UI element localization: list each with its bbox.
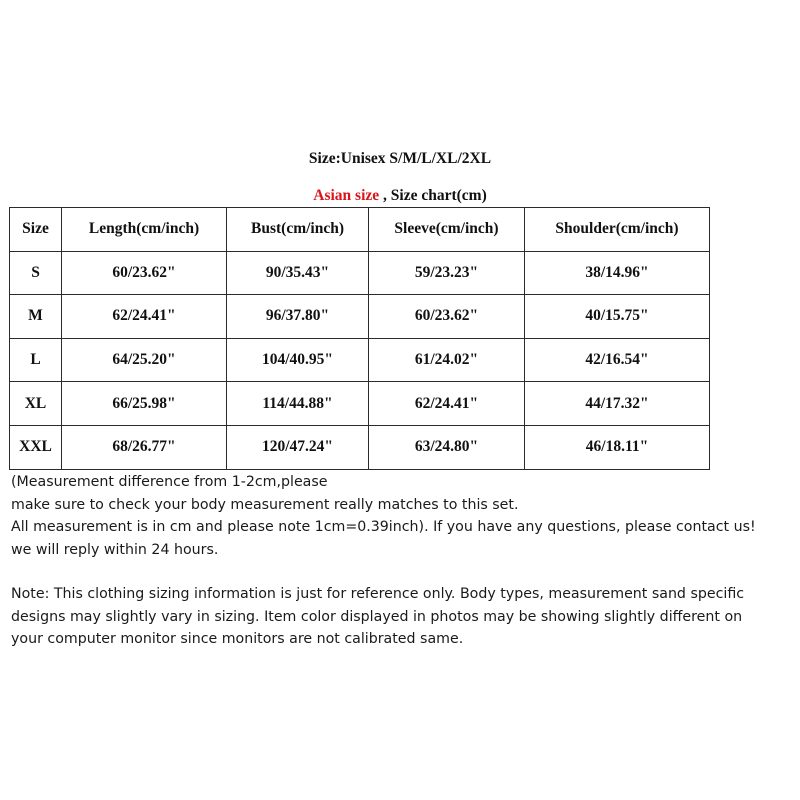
disclaimer-line: designs may slightly vary in sizing. Item color displayed in photos may be showing slightly different on [11,608,743,625]
disclaimer-line: Note: This clothing sizing information is just for reference only. Body types, measurement sand specific [11,586,745,602]
size-chart-subtitle [0,187,800,205]
table-row [10,382,710,426]
measurement-note-line: (Measurement difference from 1-2cm,please [11,474,328,490]
cell-sleeve: 60/23.62" [369,295,525,339]
measurement-note-line: All measurement is in cm and please note 1cm=0.39inch). If you have any questions, please contact us! [11,519,756,535]
cell-bust: 90/35.43" [227,251,369,295]
size-chart-label: , Size chart(cm) [379,187,487,204]
page-title: Size:Unisex S/M/L/XL/2XL [308,150,492,167]
cell-shoulder: 38/14.96" [525,251,710,295]
measurement-note [11,471,796,561]
cell-bust: 114/44.88" [227,382,369,426]
cell-shoulder: 44/17.32" [525,382,710,426]
cell-sleeve: 61/24.02" [369,338,525,382]
measurement-note-line: we will reply within 24 hours. [11,541,219,558]
header-size: Size [10,208,62,252]
table-header-row [10,208,710,252]
measurement-note-line: make sure to check your body measurement really matches to this set. [11,496,519,513]
disclaimer-line: your computer monitor since monitors are not calibrated same. [11,631,464,647]
header-bust: Bust(cm/inch) [227,208,369,252]
cell-length: 68/26.77" [62,425,227,469]
size-chart-table [9,207,710,470]
cell-size: XXL [10,425,62,469]
cell-sleeve: 62/24.41" [369,382,525,426]
header-shoulder: Shoulder(cm/inch) [525,208,710,252]
table-row [10,251,710,295]
cell-size: L [10,338,62,382]
cell-length: 64/25.20" [62,338,227,382]
cell-length: 60/23.62" [62,251,227,295]
header-sleeve: Sleeve(cm/inch) [369,208,525,252]
cell-size: M [10,295,62,339]
asian-size-label: Asian size [313,187,380,204]
cell-bust: 120/47.24" [227,425,369,469]
cell-bust: 96/37.80" [227,295,369,339]
cell-bust: 104/40.95" [227,338,369,382]
cell-sleeve: 59/23.23" [369,251,525,295]
cell-shoulder: 42/16.54" [525,338,710,382]
cell-length: 62/24.41" [62,295,227,339]
cell-length: 66/25.98" [62,382,227,426]
cell-size: XL [10,382,62,426]
cell-size: S [10,251,62,295]
cell-sleeve: 63/24.80" [369,425,525,469]
cell-shoulder: 46/18.11" [525,425,710,469]
table-row [10,295,710,339]
cell-shoulder: 40/15.75" [525,295,710,339]
table-row [10,338,710,382]
sizing-disclaimer [11,583,796,651]
header-length: Length(cm/inch) [62,208,227,252]
table-row [10,425,710,469]
